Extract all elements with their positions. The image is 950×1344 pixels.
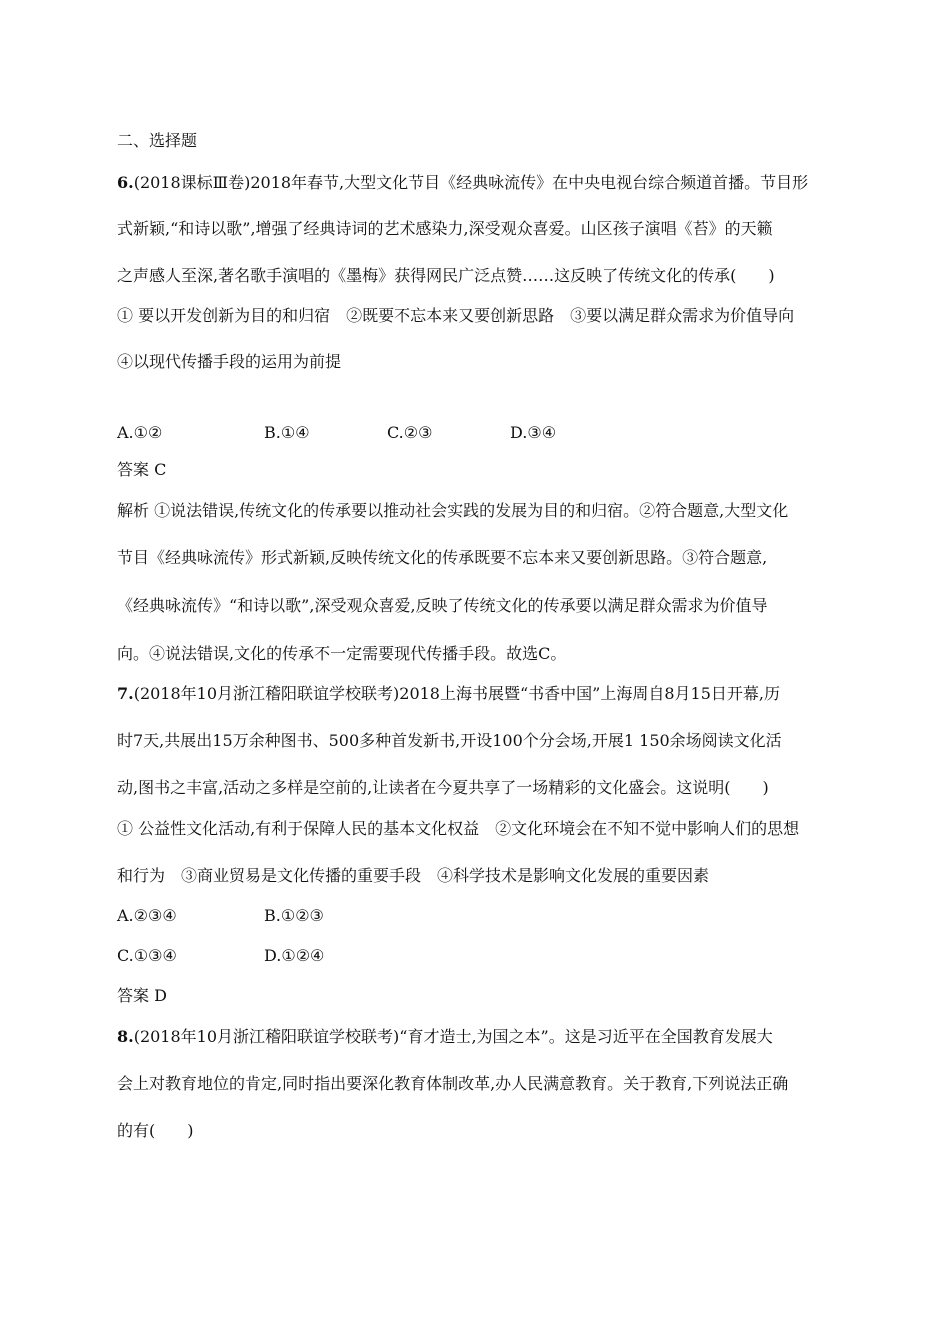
question-7-line-3: 动,图书之丰富,活动之多样是空前的,让读者在今夏共享了一场精彩的文化盛会。这说明( ) <box>117 778 769 797</box>
question-6-number: 6. <box>117 173 134 192</box>
question-6-analysis-1: 解析 ①说法错误,传统文化的传承要以推动社会实践的发展为目的和归宿。②符合题意,大型文化 <box>117 501 789 520</box>
question-7-stem-1: (2018年10月浙江稽阳联谊学校联考)2018上海书展暨“书香中国”上海周自8月15日开幕,历 <box>133 684 780 703</box>
question-8-number: 8. <box>117 1027 134 1046</box>
question-6-analysis-3: 《经典咏流传》“和诗以歌”,深受观众喜爱,反映了传统文化的传承要以满足群众需求为价值导 <box>117 596 768 615</box>
question-6-option-d: D.③④ <box>510 423 557 442</box>
question-7-number: 7. <box>117 684 134 703</box>
question-8-stem-1: (2018年10月浙江稽阳联谊学校联考)“育才造士,为国之本”。这是习近平在全国教育发展大 <box>133 1027 773 1046</box>
question-7-option-d: D.①②④ <box>264 946 325 965</box>
question-7-option-c: C.①③④ <box>117 946 177 965</box>
question-6-option-c: C.②③ <box>387 423 433 442</box>
question-6-statement-1: ① 要以开发创新为目的和归宿 ②既要不忘本来又要创新思路 ③要以满足群众需求为价值导向 <box>117 306 795 325</box>
question-6-statement-2: ④以现代传播手段的运用为前提 <box>117 352 342 371</box>
question-7-statement-2: 和行为 ③商业贸易是文化传播的重要手段 ④科学技术是影响文化发展的重要因素 <box>117 866 710 885</box>
question-7-line-1 <box>117 684 780 704</box>
question-6-option-a: A.①② <box>117 423 163 442</box>
question-8-line-2: 会上对教育地位的肯定,同时指出要深化教育体制改革,办人民满意教育。关于教育,下列说法正确 <box>117 1074 789 1093</box>
section-title: 二、选择题 <box>117 131 198 150</box>
question-7-statement-1: ① 公益性文化活动,有利于保障人民的基本文化权益 ②文化环境会在不知不觉中影响人们的思想 <box>117 819 800 838</box>
question-7-option-a: A.②③④ <box>117 906 177 925</box>
question-7-line-2: 时7天,共展出15万余种图书、500多种首发新书,开设100个分会场,开展1 150余场阅读文化活 <box>117 731 782 750</box>
question-6-stem-1: (2018课标Ⅲ卷)2018年春节,大型文化节目《经典咏流传》在中央电视台综合频道首播。节目形 <box>133 173 809 192</box>
question-6-analysis-4: 向。④说法错误,文化的传承不一定需要现代传播手段。故选C。 <box>117 644 567 663</box>
question-6-line-1 <box>117 173 808 193</box>
question-7-option-b: B.①②③ <box>264 906 324 925</box>
question-6-line-2: 式新颖,“和诗以歌”,增强了经典诗词的艺术感染力,深受观众喜爱。山区孩子演唱《苔》的天籁 <box>117 219 773 238</box>
question-6-answer: 答案 C <box>117 460 167 479</box>
question-6-analysis-2: 节目《经典咏流传》形式新颖,反映传统文化的传承既要不忘本来又要创新思路。③符合题意, <box>117 548 768 567</box>
question-8-line-3: 的有( ) <box>117 1121 194 1140</box>
question-8-line-1 <box>117 1027 773 1047</box>
question-7-answer: 答案 D <box>117 986 167 1005</box>
question-6-option-b: B.①④ <box>264 423 310 442</box>
question-6-line-3: 之声感人至深,著名歌手演唱的《墨梅》获得网民广泛点赞……这反映了传统文化的传承( ) <box>117 266 775 285</box>
